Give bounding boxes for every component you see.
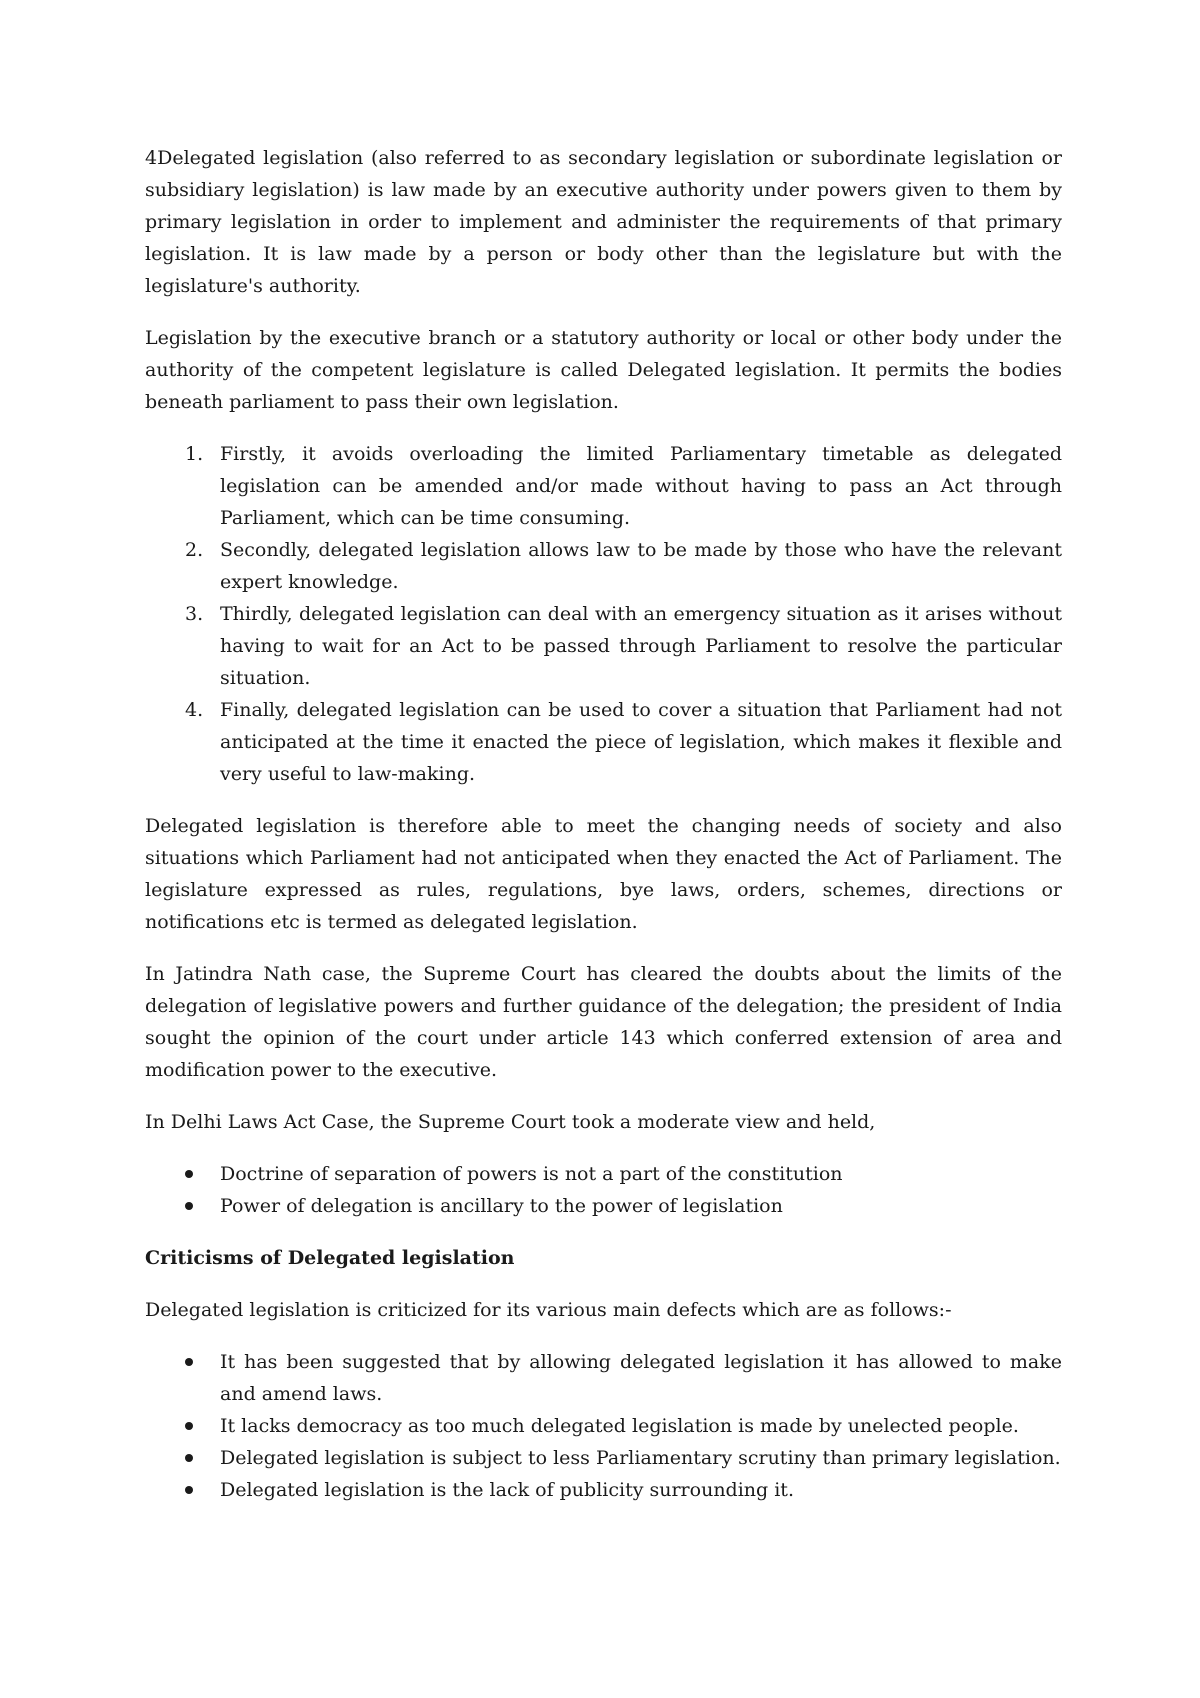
advantages-list <box>145 438 1062 790</box>
list-item-text: Firstly, it avoids overloading the limited Parliamentary timetable as delegated legislation can be amended and/or made without having to pass an Act through Parliament, which can be time consuming. <box>220 443 1062 529</box>
list-item <box>145 1158 1062 1190</box>
list-item-text: Delegated legislation is the lack of publicity surrounding it. <box>220 1479 794 1501</box>
list-item <box>145 694 1062 790</box>
list-item <box>145 1346 1062 1410</box>
delhi-laws-paragraph: In Delhi Laws Act Case, the Supreme Court took a moderate view and held, <box>145 1111 876 1133</box>
bullet-icon <box>185 1486 193 1494</box>
intro-paragraph: 4Delegated legislation (also referred to as secondary legislation or subordinate legislation or subsidiary legislation) is law made by an executive authority under powers given to them by primary legislation in order to implement and administer the requirements of that primary legislation. It is law made by a person or body other than the legislature but with the legislature's authority. <box>145 147 1062 297</box>
criticisms-list <box>145 1346 1062 1506</box>
criticisms-heading: Criticisms of Delegated legislation <box>145 1247 515 1269</box>
list-item <box>145 1410 1062 1442</box>
list-item-text: It has been suggested that by allowing delegated legislation it has allowed to make and amend laws. <box>220 1351 1062 1405</box>
list-item-text: Doctrine of separation of powers is not a part of the constitution <box>220 1163 843 1185</box>
list-item-text: Power of delegation is ancillary to the power of legislation <box>220 1195 783 1217</box>
list-item-text: Secondly, delegated legislation allows law to be made by those who have the relevant expert knowledge. <box>220 539 1062 593</box>
delhi-holdings-list <box>145 1158 1062 1222</box>
changing-needs-paragraph: Delegated legislation is therefore able to meet the changing needs of society and also situations which Parliament had not anticipated when they enacted the Act of Parliament. The legislature expressed as rules, regulations, bye laws, orders, schemes, directions or notifications etc is termed as delegated legislation. <box>145 815 1062 933</box>
list-item <box>145 1474 1062 1506</box>
bullet-icon <box>185 1202 193 1210</box>
bullet-icon <box>185 1422 193 1430</box>
list-number: 3. <box>185 603 204 625</box>
list-item <box>145 438 1062 534</box>
list-number: 1. <box>185 443 204 465</box>
jatindra-nath-paragraph: In Jatindra Nath case, the Supreme Court has cleared the doubts about the limits of the delegation of legislative powers and further guidance of the delegation; the president of India sought the opinion of the court under article 143 which conferred extension of area and modification power to the executive. <box>145 963 1062 1081</box>
list-item <box>145 1442 1062 1474</box>
bullet-icon <box>185 1454 193 1462</box>
bullet-icon <box>185 1170 193 1178</box>
list-item-text: It lacks democracy as too much delegated legislation is made by unelected people. <box>220 1415 1019 1437</box>
bullet-icon <box>185 1358 193 1366</box>
criticism-intro-paragraph: Delegated legislation is criticized for its various main defects which are as follows:- <box>145 1299 952 1321</box>
list-item <box>145 598 1062 694</box>
list-item <box>145 534 1062 598</box>
list-number: 4. <box>185 699 204 721</box>
definition-paragraph: Legislation by the executive branch or a statutory authority or local or other body under the authority of the competent legislature is called Delegated legislation. It permits the bodies beneath parliament to pass their own legislation. <box>145 327 1062 413</box>
document-body <box>145 142 1062 1526</box>
list-item-text: Finally, delegated legislation can be used to cover a situation that Parliament had not anticipated at the time it enacted the piece of legislation, which makes it flexible and very useful to law-making. <box>220 699 1062 785</box>
list-item-text: Thirdly, delegated legislation can deal with an emergency situation as it arises without having to wait for an Act to be passed through Parliament to resolve the particular situation. <box>220 603 1062 689</box>
list-item-text: Delegated legislation is subject to less Parliamentary scrutiny than primary legislation. <box>220 1447 1061 1469</box>
list-number: 2. <box>185 539 204 561</box>
list-item <box>145 1190 1062 1222</box>
